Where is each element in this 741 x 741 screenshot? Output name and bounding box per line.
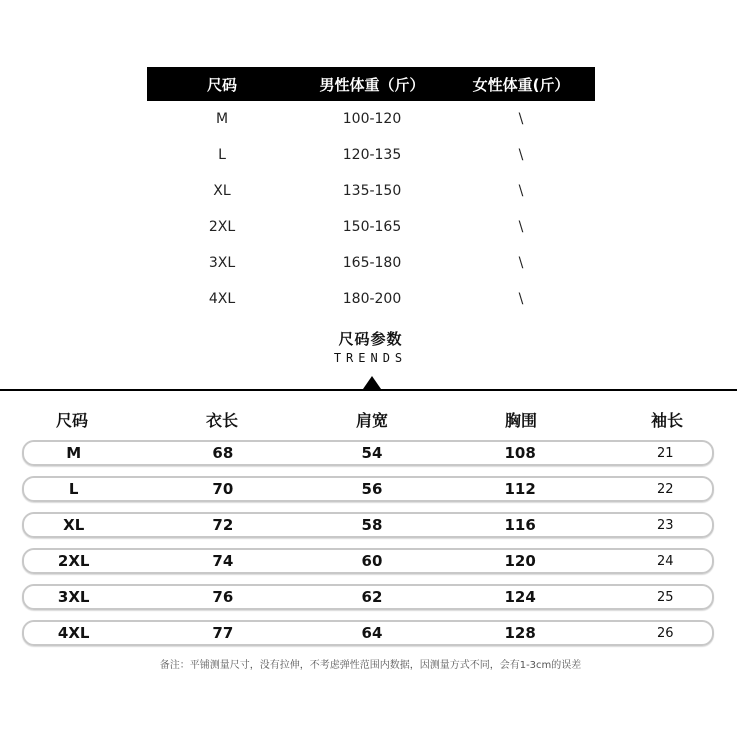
length-cell: 77 (212, 624, 234, 642)
size-cell: 3XL (57, 588, 90, 606)
size-row (22, 512, 714, 538)
header-chest: 胸围 (504, 410, 537, 430)
weight-male: 180-200 (342, 291, 402, 307)
weight-female: \ (518, 183, 524, 199)
shoulder-cell: 54 (361, 444, 383, 462)
weight-female: \ (518, 147, 524, 163)
size-row (22, 620, 714, 646)
weight-female: \ (518, 219, 524, 235)
weight-row (147, 137, 595, 173)
header-shoulder: 肩宽 (355, 410, 388, 430)
size-table-header (22, 406, 714, 432)
weight-male: 120-135 (342, 147, 402, 163)
weight-row (147, 281, 595, 317)
weight-row (147, 101, 595, 137)
length-cell: 70 (212, 480, 234, 498)
length-cell: 74 (212, 552, 234, 570)
size-cell: L (68, 480, 79, 498)
length-cell: 76 (212, 588, 234, 606)
weight-female: \ (518, 291, 524, 307)
weight-male: 165-180 (342, 255, 402, 271)
chest-cell: 116 (504, 516, 536, 534)
weight-row (147, 173, 595, 209)
sleeve-cell: 21 (657, 445, 674, 461)
header-size: 尺码 (206, 75, 237, 94)
weight-female: \ (518, 111, 524, 127)
weight-male: 100-120 (342, 111, 402, 127)
size-row (22, 440, 714, 466)
weight-size: M (215, 111, 229, 127)
size-row (22, 548, 714, 574)
shoulder-cell: 62 (361, 588, 383, 606)
size-row (22, 476, 714, 502)
section-title (0, 328, 741, 365)
triangle-marker-icon (363, 376, 381, 389)
weight-table (147, 67, 595, 317)
header-female-weight: 女性体重(斤） (472, 75, 570, 94)
weight-male: 135-150 (342, 183, 402, 199)
header-male-weight: 男性体重（斤） (319, 75, 425, 94)
size-row (22, 584, 714, 610)
measurement-note: 备注：平铺测量尺寸，没有拉伸，不考虑弹性范围内数据，因测量方式不同，会有1-3cm的误差 (159, 660, 582, 671)
chest-cell: 112 (504, 480, 536, 498)
shoulder-cell: 58 (361, 516, 383, 534)
header-length: 衣长 (205, 410, 238, 430)
weight-row (147, 245, 595, 281)
weight-size: XL (213, 183, 231, 199)
size-cell: 2XL (57, 552, 90, 570)
chest-cell: 128 (504, 624, 536, 642)
weight-size: L (218, 147, 226, 163)
length-cell: 68 (212, 444, 234, 462)
divider-line (0, 389, 737, 391)
sleeve-cell: 24 (657, 553, 674, 569)
sleeve-cell: 26 (657, 625, 674, 641)
size-cell: XL (63, 516, 85, 534)
weight-size: 3XL (208, 255, 236, 271)
weight-size: 4XL (208, 291, 236, 307)
weight-table-header (147, 67, 595, 101)
sleeve-cell: 22 (657, 481, 674, 497)
section-title-cn: 尺码参数 (338, 330, 403, 348)
section-title-en: TRENDS (333, 351, 408, 365)
sleeve-cell: 25 (657, 589, 674, 605)
size-table (22, 440, 714, 656)
weight-row (147, 209, 595, 245)
chest-cell: 124 (504, 588, 536, 606)
chest-cell: 120 (504, 552, 536, 570)
shoulder-cell: 60 (361, 552, 383, 570)
size-cell: 4XL (57, 624, 90, 642)
sleeve-cell: 23 (657, 517, 674, 533)
header-size: 尺码 (55, 410, 88, 430)
length-cell: 72 (212, 516, 234, 534)
weight-female: \ (518, 255, 524, 271)
chest-cell: 108 (504, 444, 536, 462)
shoulder-cell: 56 (361, 480, 383, 498)
size-cell: M (66, 444, 82, 462)
shoulder-cell: 64 (361, 624, 383, 642)
weight-male: 150-165 (342, 219, 402, 235)
header-sleeve: 袖长 (650, 410, 683, 430)
weight-size: 2XL (208, 219, 236, 235)
